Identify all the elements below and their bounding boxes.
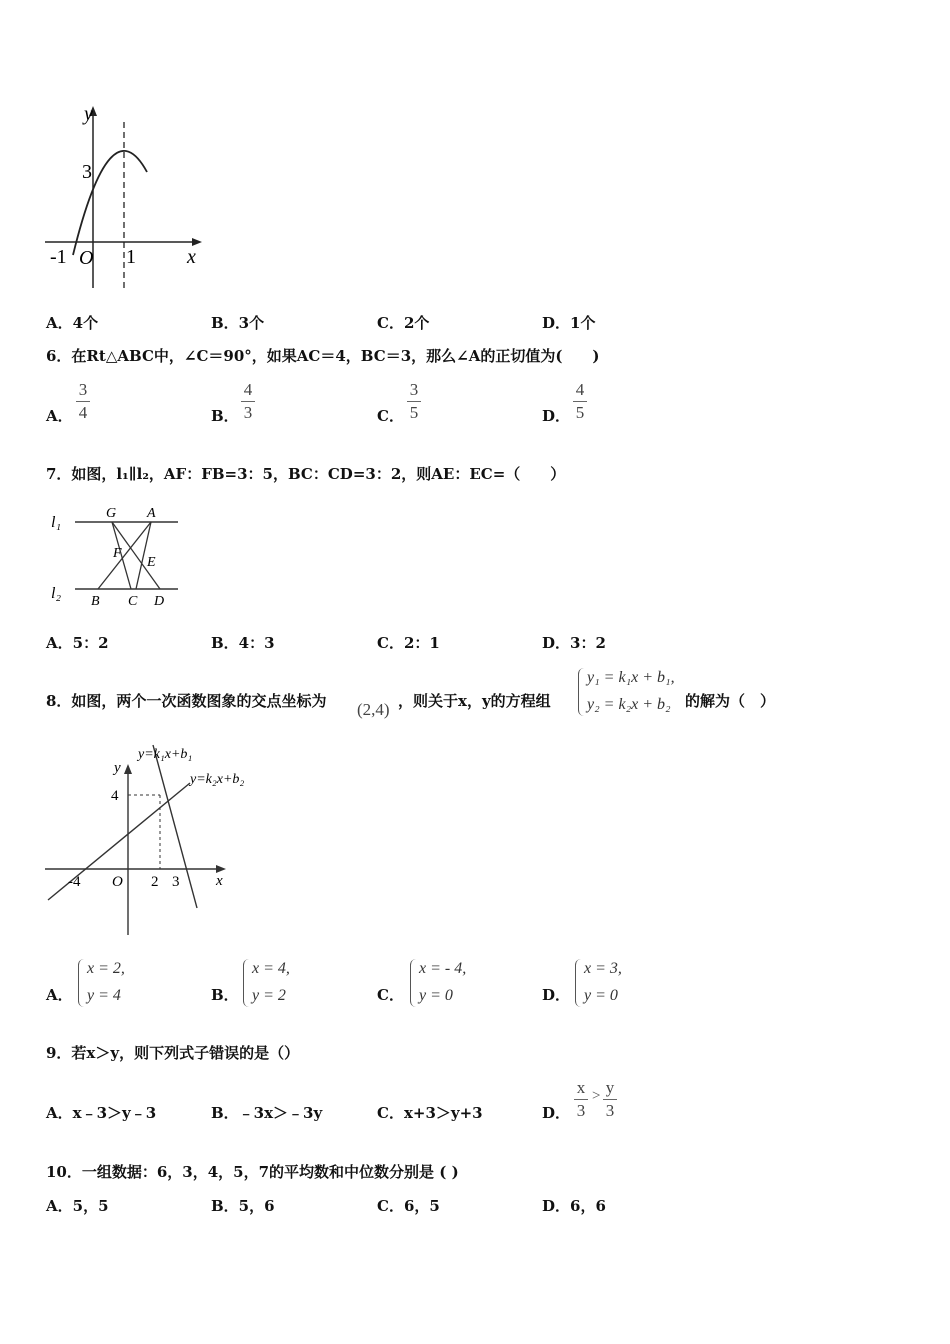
q9-option-b[interactable]: B．﹣3x＞﹣3y [211,1104,323,1122]
q9-option-c[interactable]: C．x+3＞y+3 [377,1104,483,1122]
q5-x-tick-1: 1 [126,246,136,268]
q5-x-arrow-icon [192,238,202,246]
q8-option-d-label[interactable]: D． [542,986,571,1004]
q5-origin-label: O [79,247,94,269]
q8-question-text-c: 的解为（ ） [685,692,776,710]
q8-option-a-line-2: y = 4 [87,987,121,1004]
q7-label-d: D [154,594,165,609]
q8-x-tick-2: 2 [151,874,159,890]
q8-line1-label: y=k₁x+b₁ [138,747,193,762]
q7-label-l2: l₂ [51,585,62,602]
q8-option-b-label[interactable]: B． [211,986,239,1004]
q8-intersection-point: (2,4) [357,700,390,719]
q7-option-d[interactable]: D．3：2 [542,634,606,652]
q8-option-b-line-1: x = 4, [252,960,290,977]
q8-linear-functions-graph [40,740,270,940]
q6-option-c-fraction[interactable]: 3 5 [407,380,421,423]
q6-option-d-fraction[interactable]: 4 5 [573,380,587,423]
q8-y-arrow-icon [124,764,132,774]
q5-option-d[interactable]: D．1个 [542,314,596,332]
q8-option-d-line-2: y = 0 [584,987,618,1004]
q7-label-f: F [113,546,122,561]
q6-option-b-label[interactable]: B． [211,407,239,425]
q8-option-c-label[interactable]: C． [377,986,404,1004]
q7-label-c: C [128,594,138,609]
q8-option-a-system[interactable] [78,955,125,1009]
q7-label-l1: l₁ [51,514,62,531]
q9-question-text: 9．若x＞y，则下列式子错误的是（） [46,1044,300,1062]
q6-option-a-label[interactable]: A． [46,407,73,425]
q5-y-tick-3: 3 [82,161,92,183]
q8-option-c-line-1: x = - 4, [419,960,467,977]
q5-x-tick-neg1: -1 [50,246,67,268]
q8-question-text-a: 8．如图，两个一次函数图象的交点坐标为 [46,692,327,710]
q8-option-a-brace-icon [78,959,85,1007]
q8-equation-system [578,664,675,718]
q8-option-c-system[interactable] [410,955,466,1009]
q8-option-d-line-1: x = 3, [584,960,622,977]
q8-origin-label: O [112,874,123,890]
q8-y-tick-4: 4 [111,788,119,804]
q8-option-a-label[interactable]: A． [46,986,73,1004]
q8-x-tick-3: 3 [172,874,180,890]
q5-parabola-graph [40,100,215,295]
q6-option-b-fraction[interactable]: 4 3 [241,380,255,423]
q8-equation-1: y₁ = k₁x + b₁, [587,669,675,686]
q7-question-text: 7．如图，l₁∥l₂，AF：FB=3：5，BC：CD=3：2，则AE：EC=（ ） [46,465,566,483]
q8-option-c-brace-icon [410,959,417,1007]
q7-option-c[interactable]: C．2：1 [377,634,440,652]
q8-option-d-brace-icon [575,959,582,1007]
q7-parallel-lines-figure [45,500,185,612]
q6-option-c-label[interactable]: C． [377,407,404,425]
q8-option-b-line-2: y = 2 [252,987,286,1004]
q8-option-b-system[interactable] [243,955,290,1009]
q6-question-text: 6．在Rt△ABC中，∠C＝90°，如果AC＝4，BC＝3，那么∠A的正切值为( ) [46,347,600,365]
q5-option-a[interactable]: A．4个 [46,314,99,332]
q9-option-d-fraction-x[interactable]: x 3 [574,1078,588,1121]
q5-option-c[interactable]: C．2个 [377,314,430,332]
q9-option-d-operator: > [592,1088,601,1104]
q6-option-a-fraction[interactable]: 3 4 [76,380,90,423]
q9-option-d-label[interactable]: D． [542,1104,571,1122]
q5-x-label: x [187,246,196,268]
q8-option-c-line-2: y = 0 [419,987,453,1004]
q8-option-b-brace-icon [243,959,250,1007]
q7-label-e: E [147,555,156,570]
q8-y-label: y [114,760,121,776]
q8-equation-2: y₂ = k₂x + b₂ [587,696,671,713]
q6-option-d-label[interactable]: D． [542,407,571,425]
q8-option-d-system[interactable] [575,955,622,1009]
q8-question-text-b: ，则关于x，y的方程组 [398,692,551,710]
q8-x-label: x [216,873,223,889]
q10-option-a[interactable]: A．5，5 [46,1197,109,1215]
q8-brace-icon [578,668,585,716]
q8-option-a-line-1: x = 2, [87,960,125,977]
q7-label-a: A [147,506,156,521]
q10-option-c[interactable]: C．6，5 [377,1197,440,1215]
q7-option-a[interactable]: A．5：2 [46,634,109,652]
q7-label-g: G [106,506,117,521]
q7-option-b[interactable]: B．4：3 [211,634,275,652]
q8-x-tick-neg4: -4 [68,874,81,890]
q8-line2-label: y=k₂x+b₂ [190,772,245,787]
q5-option-b[interactable]: B．3个 [211,314,265,332]
q10-option-d[interactable]: D．6，6 [542,1197,606,1215]
q10-question-text: 10．一组数据：6，3，4，5，7的平均数和中位数分别是 ( ) [46,1163,459,1181]
q9-option-d-fraction-y[interactable]: y 3 [603,1078,617,1121]
q8-x-arrow-icon [216,865,226,873]
q7-label-b: B [91,594,100,609]
q10-option-b[interactable]: B．5，6 [211,1197,275,1215]
q9-option-a[interactable]: A．x﹣3＞y﹣3 [46,1104,157,1122]
q5-y-label: y [84,103,93,125]
